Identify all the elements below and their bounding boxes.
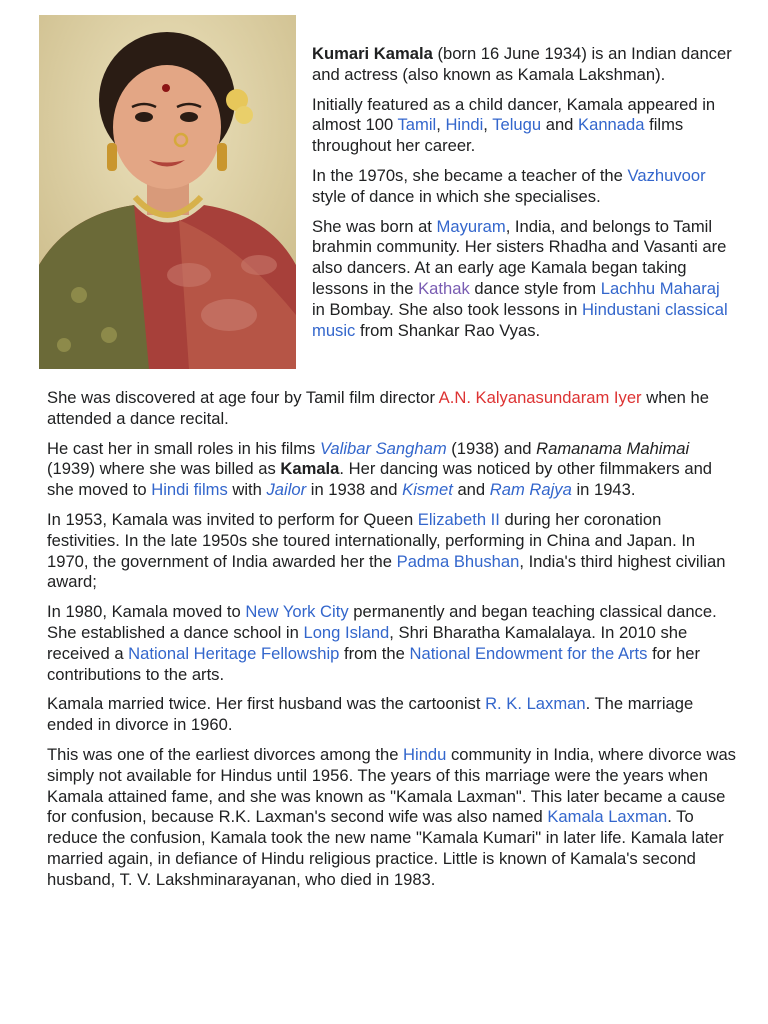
text: in 1943. [571, 480, 636, 500]
link-telugu[interactable]: Telugu [492, 115, 542, 135]
text: in 1938 and [306, 480, 403, 500]
text: (born 16 June 1934) is an Indian dancer and actress (also known as Kamala Lakshman). [312, 44, 732, 84]
text: films throughout her career. [312, 115, 684, 156]
text: in Bombay. She also took lessons in [312, 299, 582, 319]
text: , India, and belongs to Tamil brahmin community. Her sisters Rhadha and Vasanti are also dancers. At an early age Kamala began taking lessons in the [312, 216, 727, 298]
text: (1939) where she was billed as [47, 459, 281, 479]
films-paragraph [47, 439, 737, 501]
text: Initially featured as a child dancer, Kamala appeared in almost 100 [312, 94, 716, 135]
text: for her contributions to the arts. [47, 643, 701, 684]
link-tamil[interactable]: Tamil [397, 115, 437, 135]
link-kismet[interactable] [402, 480, 453, 499]
text: with [227, 480, 267, 500]
text: Kismet [402, 480, 453, 500]
text: and [452, 480, 490, 500]
divorce-paragraph [47, 745, 737, 891]
link-kathak[interactable]: Kathak [418, 278, 470, 298]
link-kamala-laxman[interactable]: Kamala Laxman [547, 807, 668, 827]
link-hindu[interactable]: Hindu [403, 744, 447, 764]
teacher-paragraph [312, 166, 732, 208]
text: . Her dancing was noticed by other filmmakers and she moved to [47, 459, 713, 500]
text: when he attended a dance recital. [47, 388, 709, 428]
link-kannada[interactable]: Kannada [578, 115, 645, 135]
discovery-paragraph [47, 388, 737, 430]
text: Ram Rajya [489, 480, 572, 500]
link-mayuram[interactable]: Mayuram [436, 216, 506, 236]
link-rk-laxman[interactable]: R. K. Laxman [485, 694, 586, 714]
link-new-york-city[interactable]: New York City [245, 602, 349, 622]
text: . To reduce the confusion, Kamala took the new name "Kamala Kumari" in later life. Kamala later married again, in defiance of Hindu religious practice. Little is known of Kamala's second husband, T. V. Lakshminarayanan, who died in 1983. [47, 807, 724, 889]
text: dance style from [469, 278, 601, 298]
link-elizabeth-ii[interactable]: Elizabeth II [417, 509, 500, 529]
link-vazhuvoor[interactable]: Vazhuvoor [627, 165, 706, 185]
intro-paragraph [312, 44, 732, 86]
text: , [483, 115, 493, 135]
link-national-endowment-arts[interactable]: National Endowment for the Arts [409, 643, 648, 663]
text: He cast her in small roles in his films [47, 438, 320, 458]
text: Valibar Sangham [319, 438, 447, 458]
text: In 1980, Kamala moved to [47, 602, 246, 622]
text: . The marriage ended in divorce in 1960. [47, 694, 694, 735]
link-national-heritage-fellowship[interactable]: National Heritage Fellowship [128, 643, 340, 663]
link-long-island[interactable]: Long Island [303, 622, 390, 642]
text: , India's third highest civilian award; [47, 551, 726, 592]
link-kalyanasundaram-iyer[interactable]: A.N. Kalyanasundaram Iyer [438, 388, 642, 407]
early-life-paragraph [312, 217, 732, 342]
film-title: Ramanama Mahimai [536, 438, 690, 458]
body-section [47, 388, 737, 900]
career-paragraph [312, 95, 732, 157]
text: permanently and began teaching classical dance. She established a dance school in [47, 602, 717, 642]
text: She was born at [312, 216, 437, 236]
text: from Shankar Rao Vyas. [355, 320, 541, 340]
billed-name: Kamala [280, 459, 340, 479]
text: , Shri Bharatha Kamalalaya. In 2010 she received a [47, 622, 688, 663]
text: Jailor [266, 480, 307, 500]
link-hindi-films[interactable]: Hindi films [151, 480, 228, 500]
marriage-paragraph [47, 694, 737, 736]
text: during her coronation festivities. In the late 1950s she toured internationally, performing in China and Japan. In 1970, the government of India awarded her the [47, 509, 696, 571]
portrait-photo [39, 15, 296, 369]
intro-section [312, 44, 732, 350]
text: She was discovered at age four by Tamil film director [47, 388, 439, 407]
link-lachhu-maharaj[interactable]: Lachhu Maharaj [600, 278, 720, 298]
link-jailor[interactable] [267, 480, 307, 499]
text: style of dance in which she specialises. [312, 186, 601, 206]
text: from the [339, 643, 410, 663]
link-padma-bhushan[interactable]: Padma Bhushan [396, 551, 520, 571]
portrait-illustration [39, 15, 296, 369]
link-hindustani-classical-music[interactable]: Hindustani classical music [312, 299, 728, 340]
coronation-paragraph [47, 510, 737, 593]
text: In 1953, Kamala was invited to perform for Queen [47, 509, 418, 529]
subject-name: Kumari Kamala [312, 44, 433, 63]
text: community in India, where divorce was simply not available for Hindus until 1956. The years of this marriage were the years when Kamala attained fame, and she was known as "Kamala Laxman". This later became a cause for confusion, because R.K. Laxman's second wife was also named [47, 744, 736, 827]
text: Kamala married twice. Her first husband was the cartoonist [47, 694, 486, 714]
link-hindi[interactable]: Hindi [445, 115, 484, 135]
text: In the 1970s, she became a teacher of the [312, 165, 628, 185]
text: This was one of the earliest divorces among the [47, 744, 404, 764]
text: , [436, 115, 446, 135]
link-valibar-sangham[interactable] [320, 439, 447, 458]
text: and [541, 115, 579, 135]
text: (1938) and [446, 438, 537, 458]
link-ram-rajya[interactable] [490, 480, 572, 499]
new-york-paragraph [47, 602, 737, 685]
